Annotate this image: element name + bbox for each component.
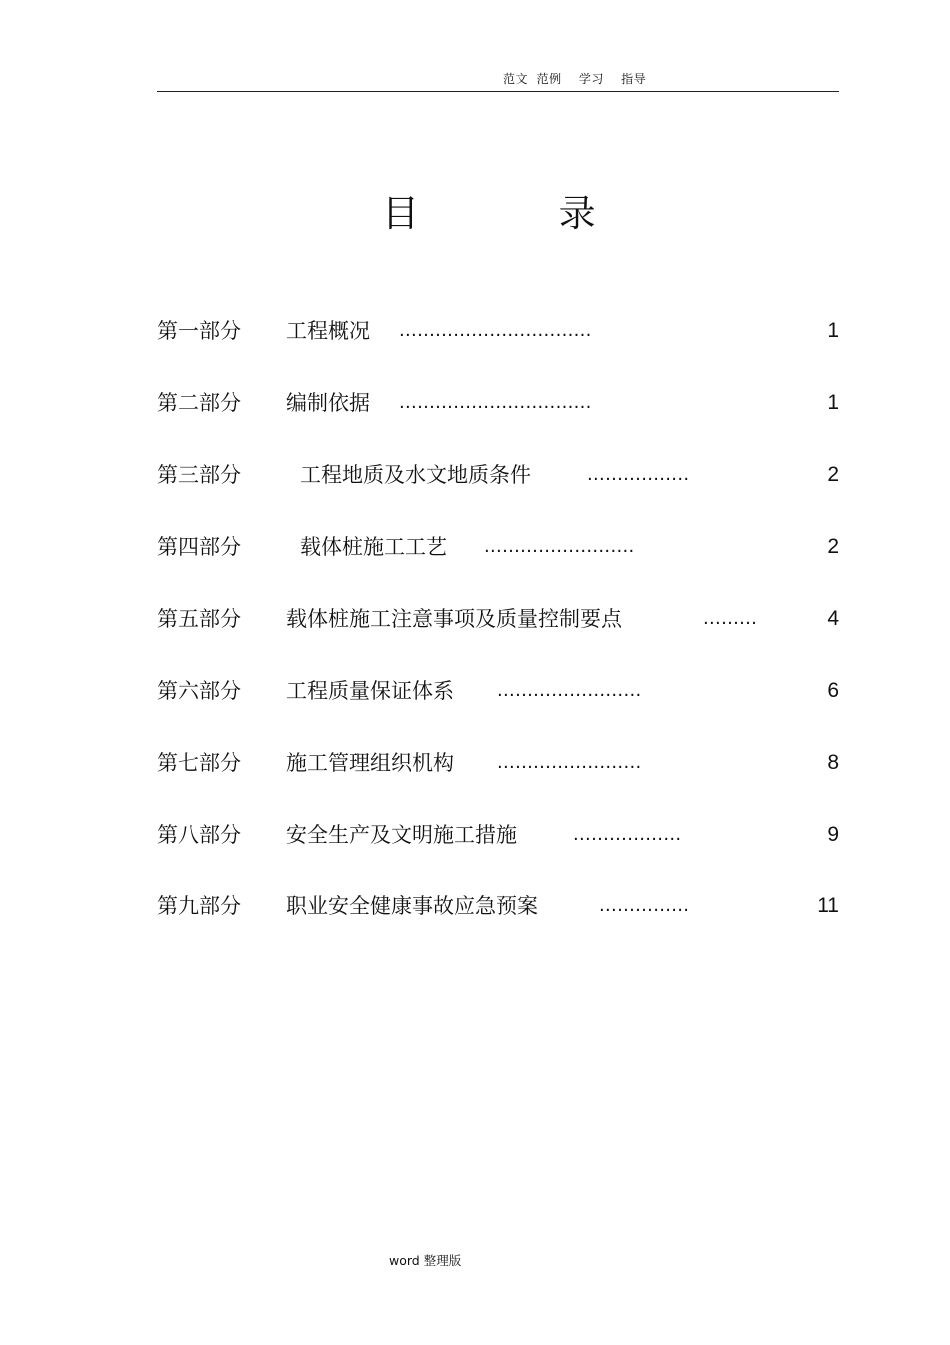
page-footer-text: word 整理版 <box>389 1253 462 1268</box>
toc-part-label: 第二部分 <box>157 391 241 415</box>
toc-part-label: 第七部分 <box>157 751 241 775</box>
toc-leader-dots: ........................ <box>497 752 642 773</box>
toc-leader-dots: ................................ <box>399 392 592 413</box>
toc-entry-title: 载体桩施工注意事项及质量控制要点 <box>286 607 622 631</box>
toc-entry-title: 工程地质及水文地质条件 <box>300 463 531 487</box>
toc-entry-4[interactable] <box>157 532 839 562</box>
toc-page-number: 8 <box>827 751 839 774</box>
toc-entry-3[interactable] <box>157 460 839 490</box>
toc-entry-title: 工程概况 <box>286 319 370 343</box>
toc-leader-dots: ................. <box>587 464 690 485</box>
toc-entry-2[interactable] <box>157 388 839 418</box>
toc-entry-title: 载体桩施工工艺 <box>300 535 447 559</box>
toc-entry-9[interactable] <box>157 891 839 921</box>
toc-leader-dots: ......... <box>703 608 758 629</box>
toc-part-label: 第三部分 <box>157 463 241 487</box>
toc-entry-title: 编制依据 <box>286 391 370 415</box>
toc-leader-dots: ......................... <box>484 536 635 557</box>
toc-entry-title: 工程质量保证体系 <box>286 679 454 703</box>
header-rule <box>157 91 839 92</box>
toc-leader-dots: ............... <box>599 895 690 916</box>
toc-page-number: 4 <box>827 607 839 630</box>
toc-entry-6[interactable] <box>157 676 839 706</box>
toc-part-label: 第一部分 <box>157 319 241 343</box>
toc-leader-dots: ................................ <box>399 320 592 341</box>
toc-page-number: 2 <box>827 535 839 558</box>
toc-page-number: 9 <box>827 823 839 846</box>
toc-page-number: 1 <box>827 391 839 414</box>
toc-entry-7[interactable] <box>157 748 839 778</box>
toc-part-label: 第四部分 <box>157 535 241 559</box>
toc-page-number: 6 <box>827 679 839 702</box>
toc-title: 目 录 <box>382 192 598 235</box>
toc-page-number: 11 <box>817 894 839 917</box>
toc-entry-1[interactable] <box>157 316 839 346</box>
toc-entry-title: 施工管理组织机构 <box>286 751 454 775</box>
toc-part-label: 第八部分 <box>157 823 241 847</box>
toc-leader-dots: .................. <box>573 824 682 845</box>
toc-entry-title: 安全生产及文明施工措施 <box>286 823 517 847</box>
toc-leader-dots: ........................ <box>497 680 642 701</box>
toc-page-number: 2 <box>827 463 839 486</box>
toc-part-label: 第五部分 <box>157 607 241 631</box>
toc-entry-5[interactable] <box>157 604 839 634</box>
toc-part-label: 第六部分 <box>157 679 241 703</box>
toc-entry-title: 职业安全健康事故应急预案 <box>286 894 538 918</box>
toc-entry-8[interactable] <box>157 820 839 850</box>
page-header-text: 范文 范例 学习 指导 <box>503 72 647 86</box>
toc-part-label: 第九部分 <box>157 894 241 918</box>
toc-page-number: 1 <box>827 319 839 342</box>
